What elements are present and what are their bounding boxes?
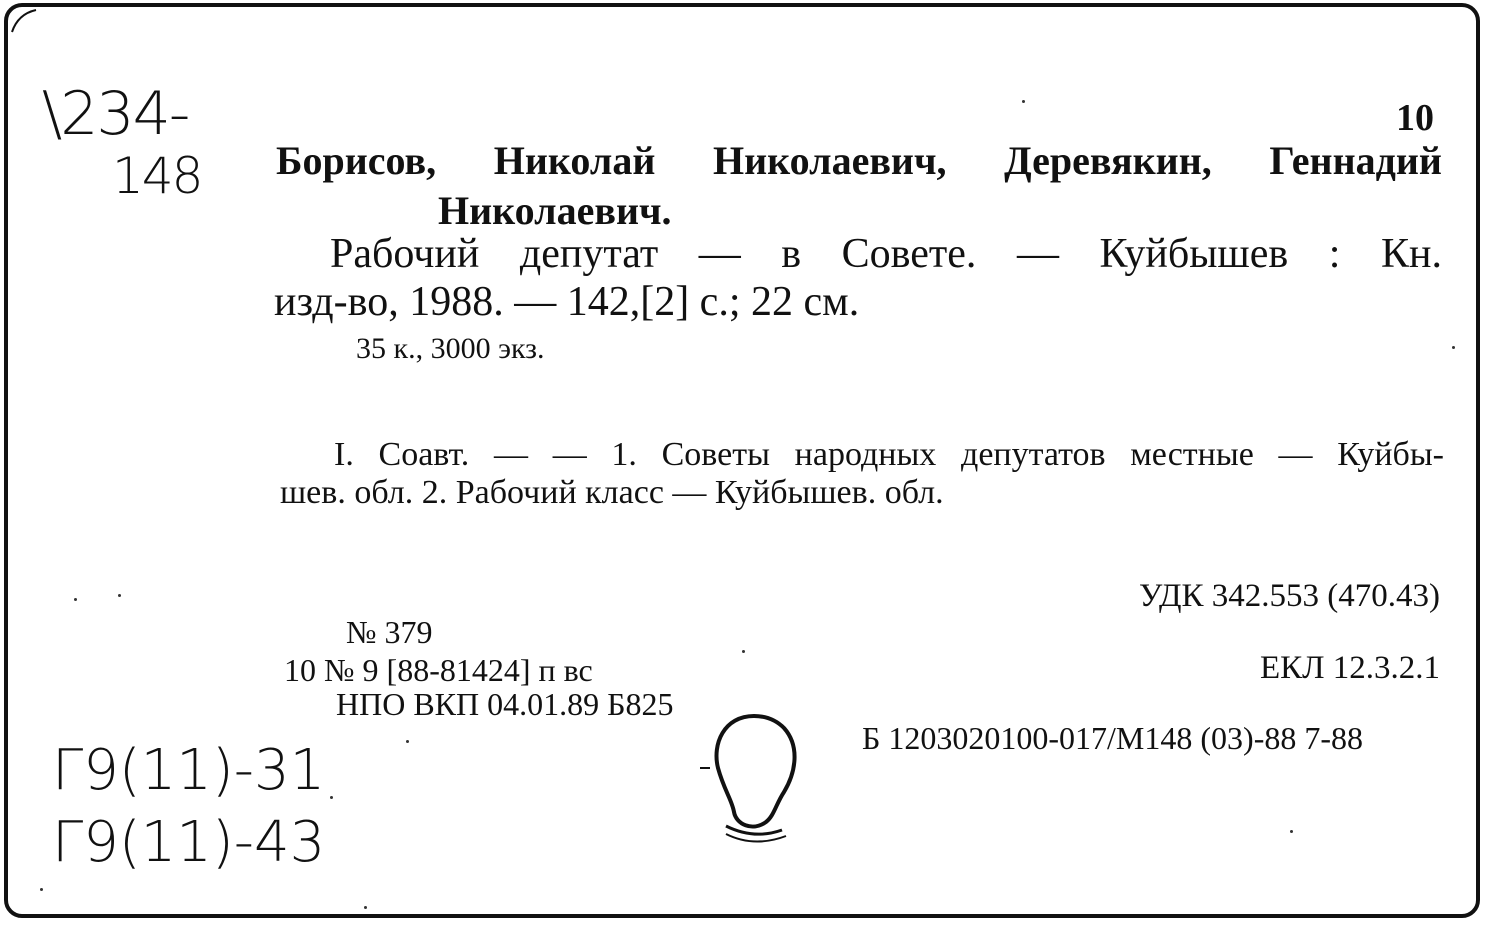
printer-line: НПО ВКП 04.01.89 Б825 (336, 686, 674, 722)
subjects-line2: шев. обл. 2. Рабочий класс — Куйбышев. обл. (280, 474, 944, 511)
title-line2: изд-во, 1988. — 142,[2] с.; 22 см. (274, 279, 860, 325)
scan-speck (406, 740, 409, 743)
udc-code: УДК 342.553 (470.43) (1138, 578, 1440, 614)
handwritten-class-line1: Г9(11)-31 (52, 738, 326, 803)
price-line: 35 к., 3000 экз. (356, 332, 545, 365)
scan-speck (364, 906, 367, 909)
title-word: в (781, 231, 802, 277)
scan-speck (40, 888, 43, 891)
author-word: Николай (493, 138, 656, 183)
subject-word: Соавт. (378, 436, 470, 473)
scan-speck (1290, 830, 1293, 833)
subject-word: — (1278, 436, 1313, 473)
title-word: Куйбышев (1099, 231, 1289, 277)
authors-line2: Николаевич. (438, 188, 672, 233)
author-word: Геннадий (1269, 138, 1442, 183)
author-word: Деревякин, (1004, 138, 1212, 183)
title-word: Кн. (1381, 231, 1442, 277)
subject-word: местные (1130, 436, 1254, 473)
subject-word: — (552, 436, 587, 473)
scan-speck (330, 796, 333, 799)
title-word: — (698, 231, 741, 277)
subject-word: 1. (611, 436, 637, 473)
author-word: Николаевич, (712, 138, 947, 183)
scan-speck (1022, 100, 1025, 103)
subject-word: I. (334, 436, 354, 473)
handwritten-shelfmark-line1: \234- (42, 79, 189, 149)
title-word: депутат (519, 231, 659, 277)
title-word: : (1328, 231, 1341, 277)
subject-word: Советы (661, 436, 770, 473)
author-word: Борисов, (276, 138, 437, 183)
scan-speck (742, 650, 745, 653)
subject-word: депутатов (961, 436, 1106, 473)
page-number: 10 (1396, 97, 1434, 139)
subject-word: Куйбы- (1337, 436, 1444, 473)
title-line1 (330, 228, 1442, 280)
order-line: 10 № 9 [88-81424] п вс (284, 652, 593, 688)
filing-hole-outline (696, 708, 812, 848)
handwritten-class-line2: Г9(11)-43 (52, 810, 326, 875)
title-word: Рабочий (330, 231, 480, 277)
title-word: — (1016, 231, 1059, 277)
subject-word: народных (794, 436, 937, 473)
handwritten-shelfmark-line2: 148 (112, 147, 202, 205)
title-word: Совете. (841, 231, 977, 277)
ekl-code: ЕКЛ 12.3.2.1 (1259, 650, 1440, 686)
scan-speck (74, 598, 77, 601)
scan-speck (1452, 346, 1455, 349)
scan-speck (118, 594, 121, 597)
subject-word: — (494, 436, 529, 473)
corner-mark (8, 6, 38, 36)
subjects-line1 (334, 434, 1444, 476)
authors-line1 (276, 136, 1442, 186)
catalog-code: Б 1203020100-017/М148 (03)-88 7-88 (862, 720, 1363, 756)
card-number: № 379 (346, 614, 433, 650)
